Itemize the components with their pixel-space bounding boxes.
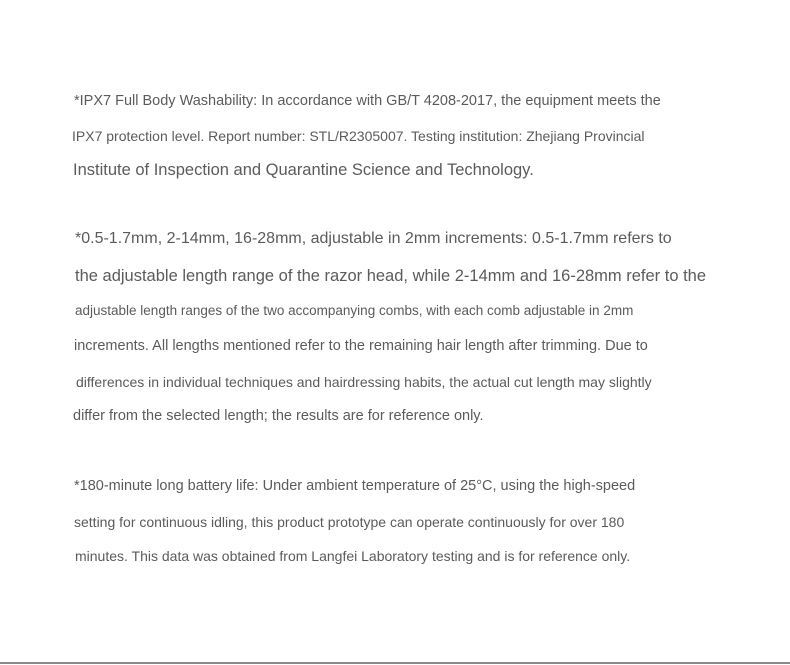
length-line-6: differ from the selected length; the results are for reference only. [73, 408, 484, 424]
length-line-4: increments. All lengths mentioned refer to the remaining hair length after trimming. Due to [74, 338, 648, 354]
battery-line-2: setting for continuous idling, this product prototype can operate continuously for over 180 [74, 514, 625, 530]
washability-line-2: IPX7 protection level. Report number: STL/R2305007. Testing institution: Zhejiang Provincial [72, 128, 645, 144]
washability-line-1: *IPX7 Full Body Washability: In accordance with GB/T 4208-2017, the equipment meets the [74, 93, 661, 109]
bottom-divider [0, 662, 790, 664]
battery-line-1: *180-minute long battery life: Under ambient temperature of 25°C, using the high-speed [74, 478, 636, 494]
battery-line-3: minutes. This data was obtained from Langfei Laboratory testing and is for reference only. [75, 548, 631, 564]
length-line-1: *0.5-1.7mm, 2-14mm, 16-28mm, adjustable in 2mm increments: 0.5-1.7mm refers to [75, 230, 672, 247]
length-line-2: the adjustable length range of the razor head, while 2-14mm and 16-28mm refer to the [75, 267, 707, 285]
length-line-3: adjustable length ranges of the two accompanying combs, with each comb adjustable in 2mm [75, 303, 634, 318]
length-line-5: differences in individual techniques and hairdressing habits, the actual cut length may slightly [76, 374, 652, 390]
washability-line-3: Institute of Inspection and Quarantine Science and Technology. [73, 161, 534, 179]
